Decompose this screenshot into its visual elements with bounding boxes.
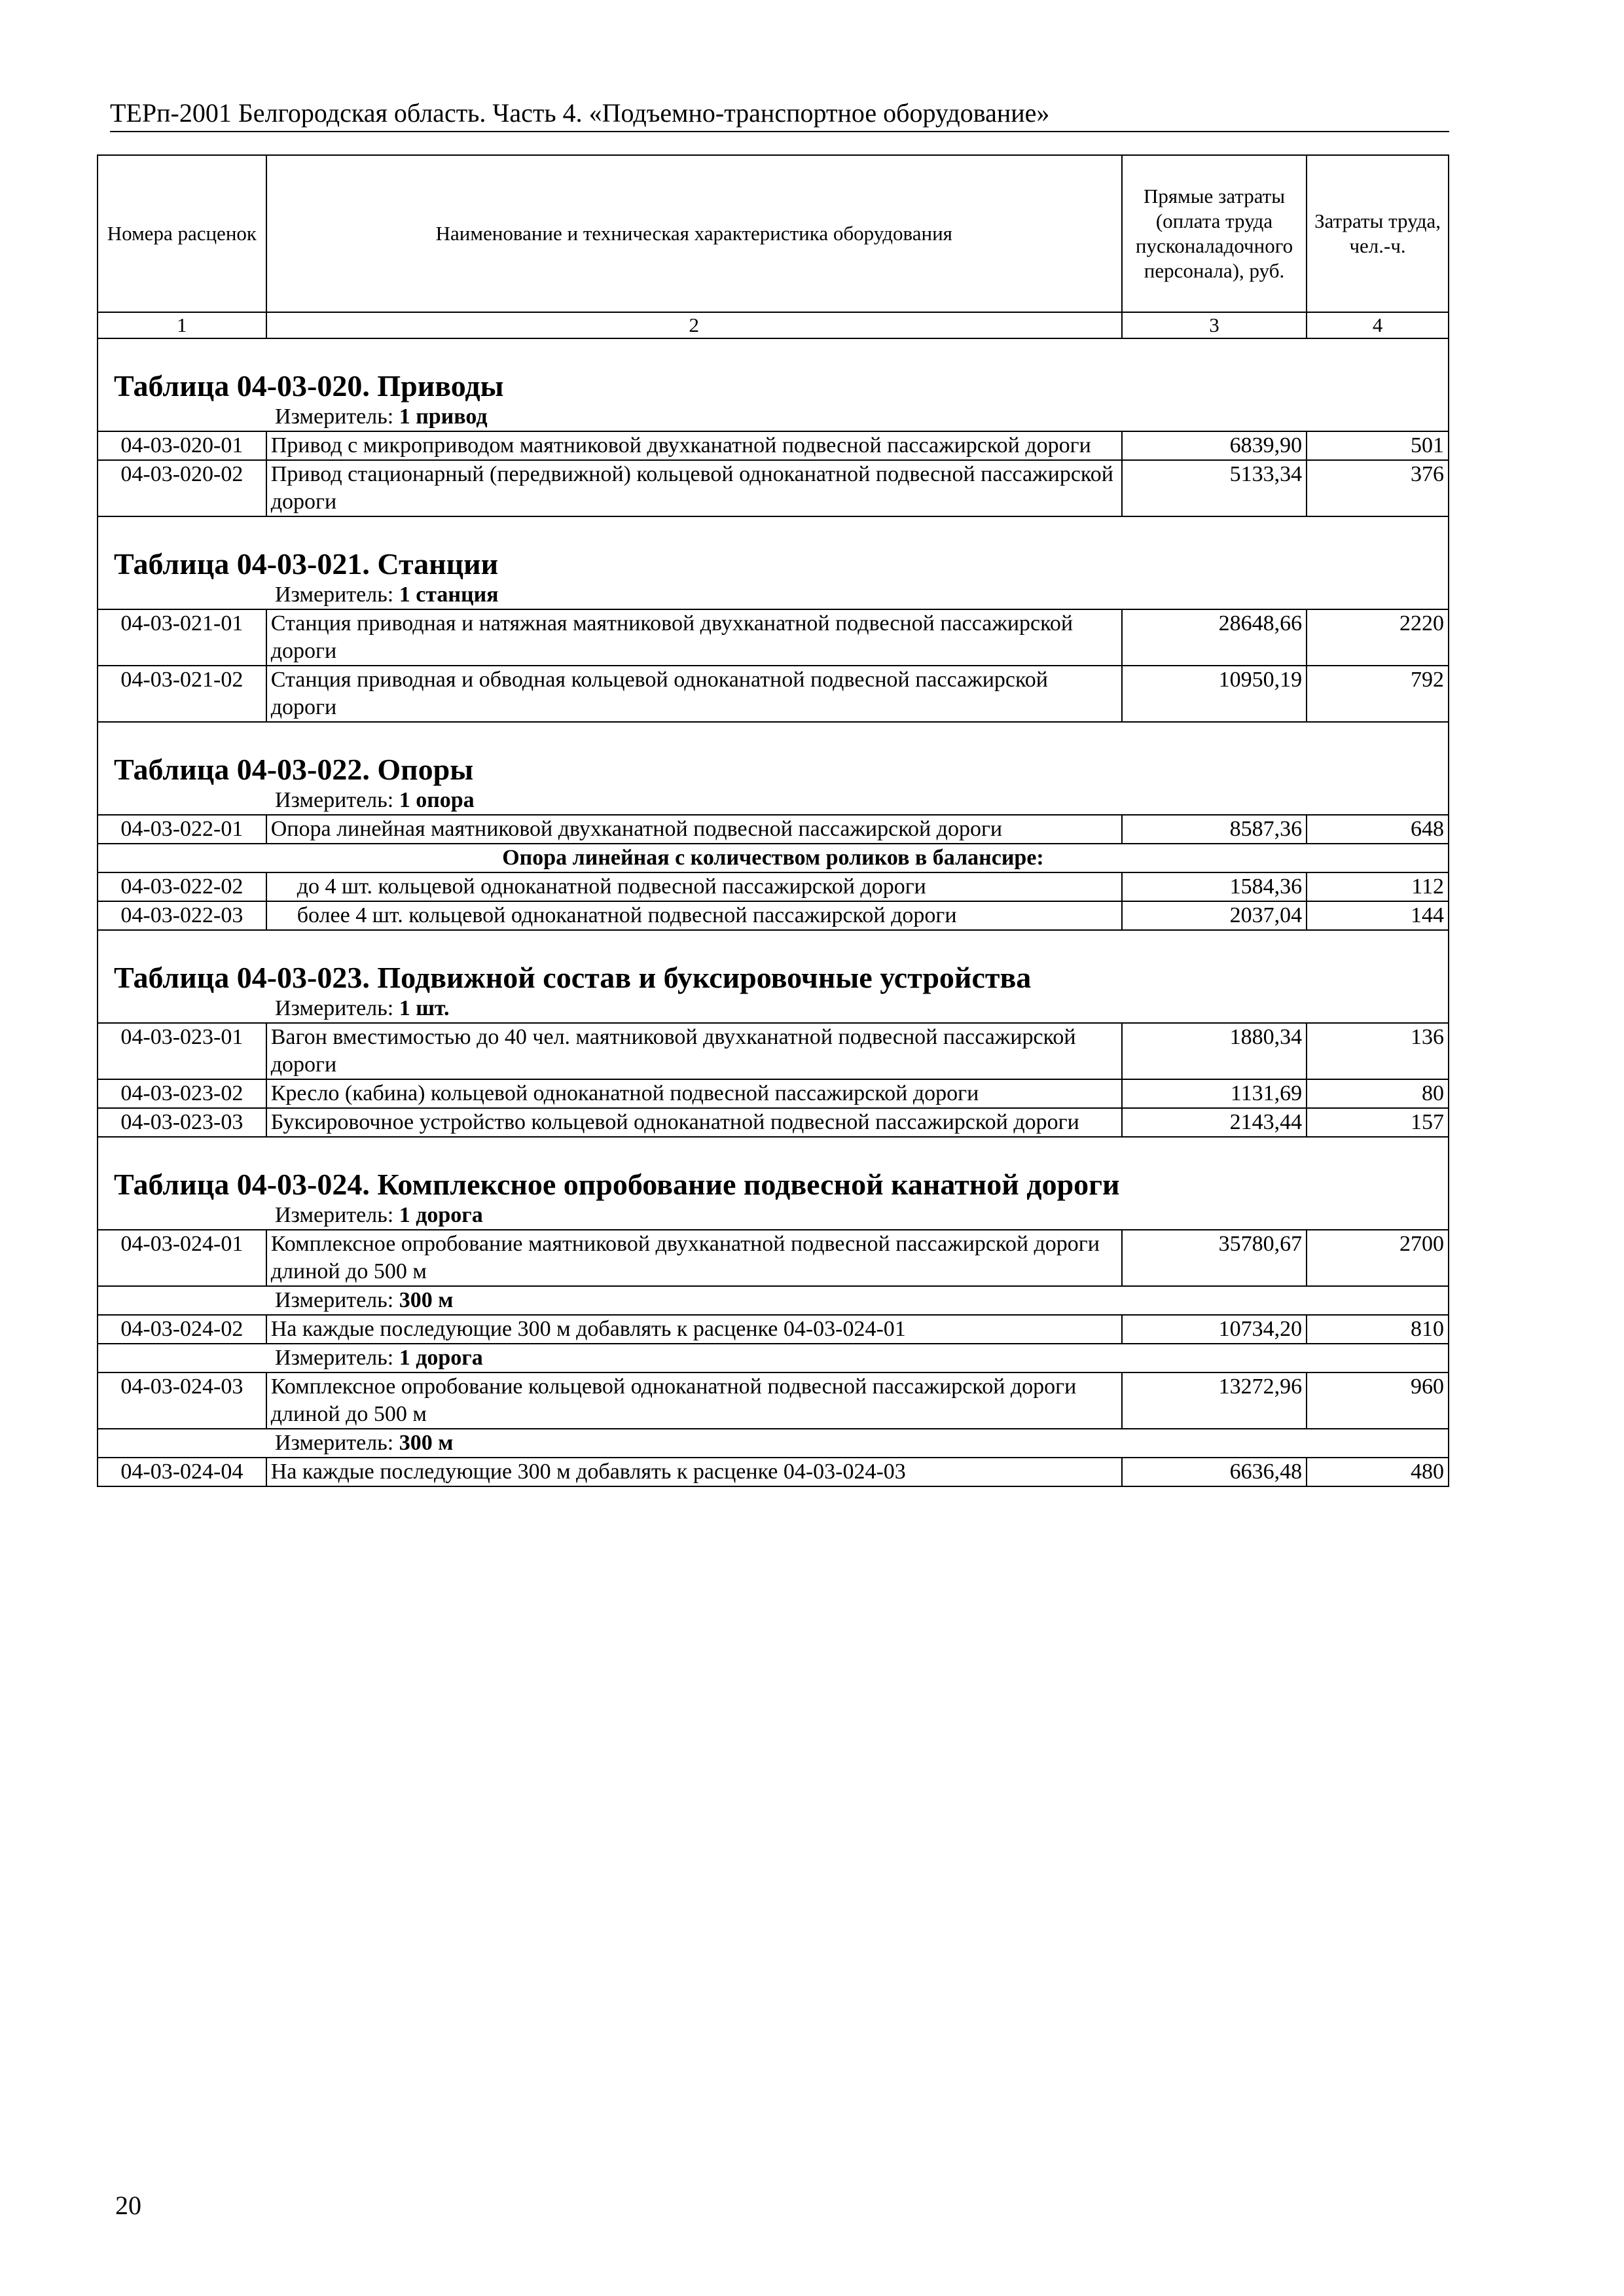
measure-value: 300 м [399,1288,454,1312]
rate-cost: 5133,34 [1122,460,1307,516]
rate-cost: 6839,90 [1122,431,1307,460]
rate-labor: 2220 [1307,609,1449,666]
table-row [98,815,1449,844]
rate-name: Буксировочное устройство кольцевой одноканатной подвесной пассажирской дороги [266,1108,1122,1137]
rate-code: 04-03-021-01 [98,609,266,666]
running-title: ТЕРп-2001 Белгородская область. Часть 4. «Подъемно-транспортное оборудование» [110,98,1449,132]
table-row [98,666,1449,722]
rate-cost: 1880,34 [1122,1023,1307,1079]
measure-line: Измеритель: 1 опора [98,787,1449,815]
rate-name: Кресло (кабина) кольцевой одноканатной подвесной пассажирской дороги [266,1079,1122,1108]
rates-table [97,154,1449,1487]
rate-cost: 6636,48 [1122,1458,1307,1486]
rate-code: 04-03-022-01 [98,815,266,844]
measure-value: 1 дорога [399,1346,483,1370]
rate-name: Вагон вместимостью до 40 чел. маятниковой двухканатной подвесной пассажирской дороги [266,1023,1122,1079]
rate-name: На каждые последующие 300 м добавлять к расценке 04-03-024-01 [266,1315,1122,1344]
section-title: Таблица 04-03-022. Опоры [98,722,1449,787]
measure-value: 1 привод [399,404,488,429]
rate-cost: 2143,44 [1122,1108,1307,1137]
rate-labor: 648 [1307,815,1449,844]
rate-cost: 1131,69 [1122,1079,1307,1108]
rate-name: до 4 шт. кольцевой одноканатной подвесной пассажирской дороги [266,872,1122,901]
col-header-labor: Затраты труда, чел.-ч. [1307,155,1449,312]
rate-labor: 501 [1307,431,1449,460]
table-header-row [98,155,1449,312]
rate-labor: 792 [1307,666,1449,722]
rate-code: 04-03-024-04 [98,1458,266,1486]
col-number: 1 [98,312,266,338]
sub-heading: Опора линейная с количеством роликов в балансире: [98,844,1449,872]
rate-labor: 960 [1307,1372,1449,1429]
rate-code: 04-03-024-03 [98,1372,266,1429]
table-row [98,1108,1449,1137]
col-header-cost: Прямые затраты (оплата труда пусконаладочного персонала), руб. [1122,155,1307,312]
page-number: 20 [115,2191,141,2220]
section-title: Таблица 04-03-021. Станции [98,516,1449,581]
col-header-codes: Номера расценок [98,155,266,312]
rate-labor: 144 [1307,901,1449,930]
table-row [98,872,1449,901]
measure-value: 1 опора [399,788,475,812]
table-row [98,1079,1449,1108]
table-row [98,1315,1449,1344]
rate-code: 04-03-022-02 [98,872,266,901]
rate-cost: 10950,19 [1122,666,1307,722]
rate-name: Станция приводная и натяжная маятниковой двухканатной подвесной пассажирской дороги [266,609,1122,666]
col-number: 4 [1307,312,1449,338]
table-row [98,431,1449,460]
table-row [98,1458,1449,1486]
rate-labor: 480 [1307,1458,1449,1486]
rate-labor: 112 [1307,872,1449,901]
measure-line: Измеритель: 1 станция [98,581,1449,609]
rate-name: Опора линейная маятниковой двухканатной подвесной пассажирской дороги [266,815,1122,844]
rate-code: 04-03-024-01 [98,1230,266,1286]
measure-value: 1 станция [399,583,499,607]
rate-labor: 136 [1307,1023,1449,1079]
rate-labor: 157 [1307,1108,1449,1137]
rate-name: Станция приводная и обводная кольцевой одноканатной подвесной пассажирской дороги [266,666,1122,722]
rate-labor: 376 [1307,460,1449,516]
rate-code: 04-03-021-02 [98,666,266,722]
rate-cost: 8587,36 [1122,815,1307,844]
measure-line: Измеритель: 1 шт. [98,995,1449,1023]
measure-value: 1 шт. [399,996,450,1020]
table-row [98,1230,1449,1286]
measure-value: 300 м [399,1431,454,1455]
rate-cost: 28648,66 [1122,609,1307,666]
section-title: Таблица 04-03-020. Приводы [98,338,1449,403]
measure-line: Измеритель: 1 дорога [98,1344,1449,1372]
rate-name: Привод стационарный (передвижной) кольцевой одноканатной подвесной пассажирской дороги [266,460,1122,516]
rate-code: 04-03-023-03 [98,1108,266,1137]
col-header-name: Наименование и техническая характеристика оборудования [266,155,1122,312]
rate-labor: 80 [1307,1079,1449,1108]
rate-code: 04-03-023-01 [98,1023,266,1079]
section-title: Таблица 04-03-023. Подвижной состав и буксировочные устройства [98,930,1449,995]
table-row [98,1372,1449,1429]
rate-name: более 4 шт. кольцевой одноканатной подвесной пассажирской дороги [266,901,1122,930]
rate-code: 04-03-024-02 [98,1315,266,1344]
table-row [98,1023,1449,1079]
col-number: 3 [1122,312,1307,338]
measure-line: Измеритель: 1 дорога [98,1202,1449,1230]
rate-code: 04-03-023-02 [98,1079,266,1108]
rate-name: Привод с микроприводом маятниковой двухканатной подвесной пассажирской дороги [266,431,1122,460]
rate-code: 04-03-020-01 [98,431,266,460]
rate-labor: 810 [1307,1315,1449,1344]
rate-name: Комплексное опробование кольцевой одноканатной подвесной пассажирской дороги длиной до 500 м [266,1372,1122,1429]
rate-name: Комплексное опробование маятниковой двухканатной подвесной пассажирской дороги длиной до 500 м [266,1230,1122,1286]
rate-cost: 2037,04 [1122,901,1307,930]
rate-cost: 13272,96 [1122,1372,1307,1429]
measure-line: Измеритель: 300 м [98,1429,1449,1458]
rate-cost: 1584,36 [1122,872,1307,901]
rate-name: На каждые последующие 300 м добавлять к расценке 04-03-024-03 [266,1458,1122,1486]
rate-code: 04-03-022-03 [98,901,266,930]
rate-labor: 2700 [1307,1230,1449,1286]
measure-value: 1 дорога [399,1203,483,1227]
measure-line: Измеритель: 300 м [98,1286,1449,1315]
rate-cost: 35780,67 [1122,1230,1307,1286]
col-number: 2 [266,312,1122,338]
section-title: Таблица 04-03-024. Комплексное опробование подвесной канатной дороги [98,1137,1449,1202]
table-row [98,460,1449,516]
table-row [98,901,1449,930]
column-number-row [98,312,1449,338]
measure-line: Измеритель: 1 привод [98,403,1449,431]
rate-code: 04-03-020-02 [98,460,266,516]
rate-cost: 10734,20 [1122,1315,1307,1344]
table-row [98,609,1449,666]
